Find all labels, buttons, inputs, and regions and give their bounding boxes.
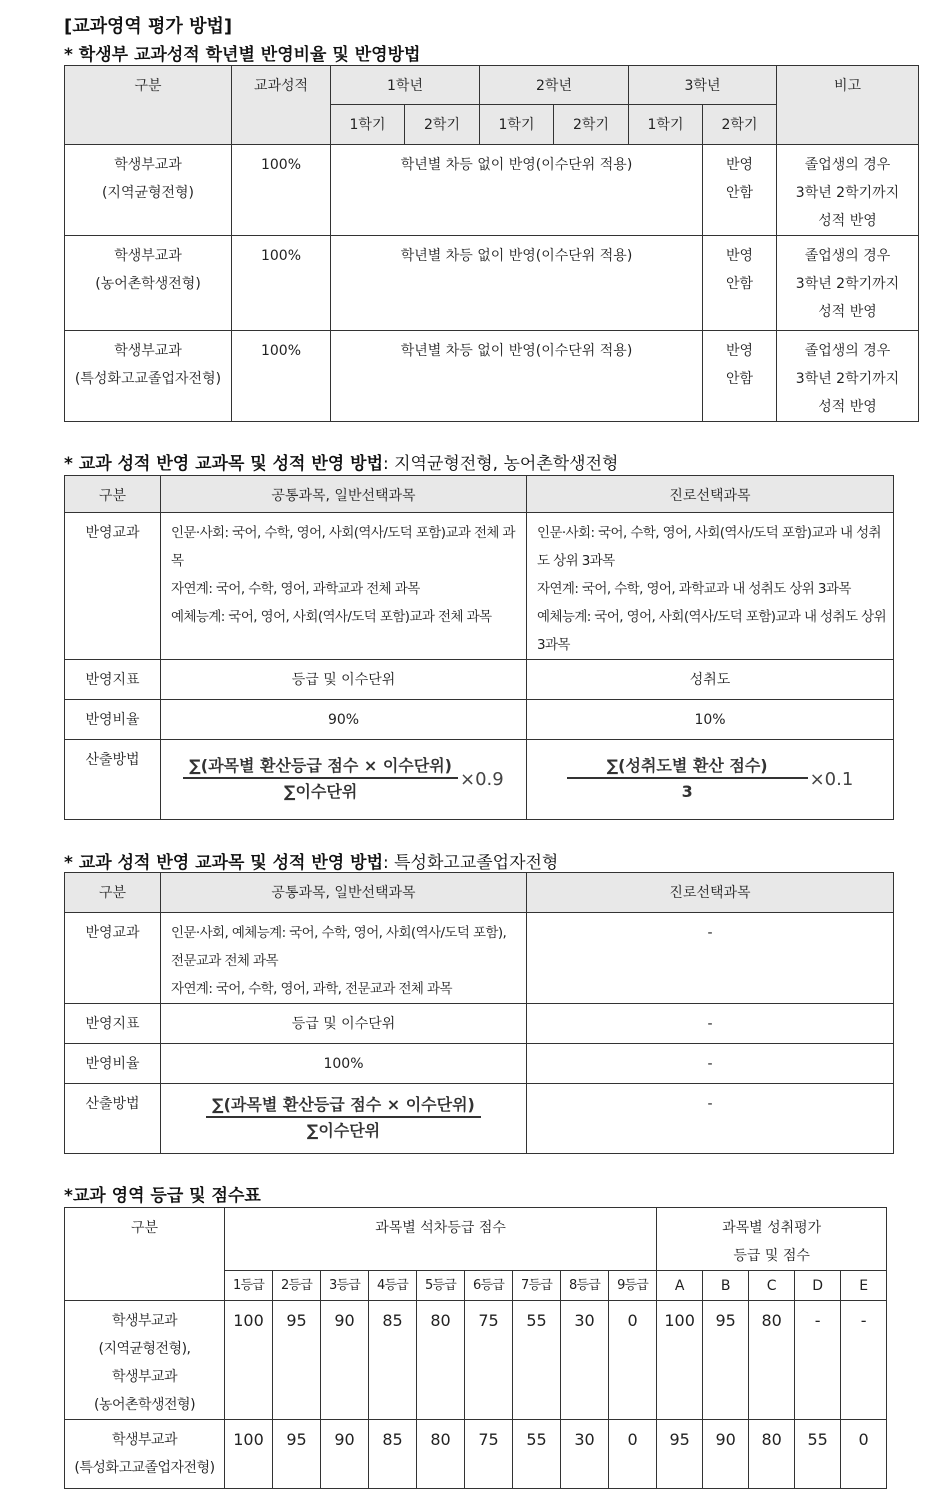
- header-grade: 3등급: [321, 1271, 369, 1301]
- header-grade: 5등급: [417, 1271, 465, 1301]
- row-label: 반영지표: [65, 660, 161, 700]
- grade-score: 75: [465, 1301, 513, 1420]
- cell: 10%: [527, 700, 894, 740]
- table-row: [65, 1420, 887, 1489]
- row-method: 학년별 차등 없이 반영(이수단위 적용): [331, 236, 703, 331]
- header-score: 교과성적: [232, 66, 331, 145]
- table-row: [65, 1301, 887, 1420]
- grade-score: 85: [369, 1420, 417, 1489]
- section-title-subjects-2: [64, 848, 558, 873]
- grade-score: 90: [321, 1420, 369, 1489]
- header-year3: 3학년: [629, 66, 777, 105]
- header-grade-scores: 과목별 석차등급 점수: [225, 1208, 657, 1271]
- subject-line: 인문·사회, 예체능계: 국어, 수학, 영어, 사회(역사/도덕 포함), 전문교과 전체 과목: [171, 925, 507, 969]
- header-gubun: 구분: [65, 476, 161, 513]
- cell: 등급 및 이수단위: [161, 1004, 527, 1044]
- row-name-line: 학생부교과: [111, 1313, 178, 1329]
- row-note: 졸업생의 경우: [804, 248, 891, 264]
- row-label: 반영지표: [65, 1004, 161, 1044]
- header-semester: 1학기: [331, 105, 405, 145]
- header-grade: 6등급: [465, 1271, 513, 1301]
- row-last: 안함: [725, 185, 754, 201]
- row-label: 산출방법: [65, 740, 161, 820]
- formula-common: [161, 740, 527, 820]
- achievement-score: 90: [703, 1420, 749, 1489]
- formula-numerator: ∑(과목별 환산등급 점수 × 이수단위): [183, 755, 458, 779]
- grade-score: 0: [609, 1301, 657, 1420]
- row-last: 반영: [725, 248, 754, 264]
- row-last: 안함: [725, 276, 754, 292]
- header-achievement-line: 등급 및 점수: [733, 1248, 810, 1264]
- cell: -: [527, 913, 894, 1004]
- formula-numerator: ∑(과목별 환산등급 점수 × 이수단위): [206, 1094, 481, 1118]
- grade-score: 55: [513, 1420, 561, 1489]
- row-name-sub: (지역균형전형): [101, 185, 195, 201]
- achievement-score: -: [841, 1301, 887, 1420]
- row-name: [65, 1301, 225, 1420]
- header-semester: 1학기: [480, 105, 554, 145]
- header-grade: 1등급: [225, 1271, 273, 1301]
- row-last: 반영: [725, 157, 754, 173]
- row-name-line: 학생부교과: [111, 1432, 178, 1448]
- achievement-score: 100: [657, 1301, 703, 1420]
- row-score: 100%: [232, 331, 331, 422]
- row-note: 성적 반영: [818, 213, 877, 229]
- achievement-score: 55: [795, 1420, 841, 1489]
- header-year2: 2학년: [480, 66, 629, 105]
- row-name-line: 학생부교과: [111, 1369, 178, 1385]
- grade-score: 100: [225, 1301, 273, 1420]
- formula-career: [527, 740, 894, 820]
- achievement-score: 95: [703, 1301, 749, 1420]
- row-method: 학년별 차등 없이 반영(이수단위 적용): [331, 145, 703, 236]
- row-label: 반영비율: [65, 700, 161, 740]
- achievement-score: 0: [841, 1420, 887, 1489]
- row-note: 졸업생의 경우: [804, 343, 891, 359]
- row-last: 안함: [725, 371, 754, 387]
- header-semester: 1학기: [629, 105, 703, 145]
- header-grade: 2등급: [273, 1271, 321, 1301]
- row-name-line: (농어촌학생전형): [93, 1397, 196, 1413]
- header-common: 공통과목, 일반선택과목: [161, 873, 527, 913]
- grade-score: 30: [561, 1420, 609, 1489]
- title-text: * 교과 성적 반영 교과목 및 성적 반영 방법: [64, 454, 383, 474]
- header-semester: 2학기: [554, 105, 629, 145]
- title-subtitle: : 특성화고교졸업자전형: [383, 853, 559, 873]
- row-label: 산출방법: [65, 1084, 161, 1154]
- header-gubun: 구분: [65, 873, 161, 913]
- header-common: 공통과목, 일반선택과목: [161, 476, 527, 513]
- section-title-ratio: * 학생부 교과성적 학년별 반영비율 및 반영방법: [64, 45, 421, 65]
- row-note: 3학년 2학기까지: [795, 276, 900, 292]
- header-achievement-grade: C: [749, 1271, 795, 1301]
- cell: -: [527, 1044, 894, 1084]
- row-name-line: (특성화고교졸업자전형): [74, 1460, 215, 1476]
- subject-line: 인문·사회: 국어, 수학, 영어, 사회(역사/도덕 포함)교과 전체 과목: [171, 525, 515, 569]
- header-semester: 2학기: [703, 105, 777, 145]
- subjects-table-1: [64, 475, 894, 820]
- grade-score: 55: [513, 1301, 561, 1420]
- row-name-sub: (특성화고교졸업자전형): [74, 371, 222, 387]
- achievement-score: 80: [749, 1420, 795, 1489]
- grade-score: 0: [609, 1420, 657, 1489]
- cell: 등급 및 이수단위: [161, 660, 527, 700]
- page-title: [교과영역 평가 방법]: [64, 16, 233, 37]
- achievement-score: -: [795, 1301, 841, 1420]
- header-career: 진로선택과목: [527, 476, 894, 513]
- achievement-score: 95: [657, 1420, 703, 1489]
- row-note: 성적 반영: [818, 304, 877, 320]
- cell: 100%: [161, 1044, 527, 1084]
- row-name-line: (지역균형전형),: [98, 1341, 191, 1357]
- row-name: 학생부교과: [114, 248, 182, 264]
- row-score: 100%: [232, 145, 331, 236]
- row-label: 반영교과: [65, 913, 161, 1004]
- formula-multiplier: ×0.9: [460, 768, 504, 790]
- header-gubun: 구분: [65, 66, 232, 145]
- header-grade: 8등급: [561, 1271, 609, 1301]
- row-name: 학생부교과: [114, 157, 182, 173]
- header-grade: 7등급: [513, 1271, 561, 1301]
- header-grade: 4등급: [369, 1271, 417, 1301]
- grade-score: 95: [273, 1301, 321, 1420]
- header-achievement-grade: A: [657, 1271, 703, 1301]
- grade-score: 80: [417, 1420, 465, 1489]
- row-last: 반영: [725, 343, 754, 359]
- formula-denominator: ∑이수단위: [306, 1120, 381, 1140]
- grade-score: 100: [225, 1420, 273, 1489]
- row-score: 100%: [232, 236, 331, 331]
- subject-line: 자연계: 국어, 수학, 영어, 과학, 전문교과 전체 과목: [171, 981, 452, 997]
- header-year1: 1학년: [331, 66, 480, 105]
- subject-line: 자연계: 국어, 수학, 영어, 과학교과 내 성취도 상위 3과목: [537, 581, 851, 597]
- formula-denominator: 3: [681, 781, 693, 801]
- grade-ratio-table: [64, 65, 919, 422]
- row-note: 3학년 2학기까지: [795, 185, 900, 201]
- grade-score: 80: [417, 1301, 465, 1420]
- header-achievement-line: 과목별 성취평가: [722, 1220, 822, 1236]
- title-subtitle: : 지역균형전형, 농어촌학생전형: [383, 454, 619, 474]
- grade-score: 85: [369, 1301, 417, 1420]
- subject-line: 자연계: 국어, 수학, 영어, 과학교과 전체 과목: [171, 581, 420, 597]
- row-label: 반영비율: [65, 1044, 161, 1084]
- section-title-score-table: *교과 영역 등급 및 점수표: [64, 1186, 261, 1206]
- grade-score: 90: [321, 1301, 369, 1420]
- formula-multiplier: ×0.1: [809, 768, 854, 790]
- grade-score: 30: [561, 1301, 609, 1420]
- header-grade: 9등급: [609, 1271, 657, 1301]
- row-name: [65, 1420, 225, 1489]
- header-achievement-grade: B: [703, 1271, 749, 1301]
- cell: 성취도: [527, 660, 894, 700]
- section-title-subjects-1: [64, 449, 618, 474]
- header-achievement-grade: E: [841, 1271, 887, 1301]
- row-note: 졸업생의 경우: [804, 157, 891, 173]
- formula-denominator: ∑이수단위: [283, 781, 358, 801]
- row-method: 학년별 차등 없이 반영(이수단위 적용): [331, 331, 703, 422]
- row-name: 학생부교과: [114, 343, 182, 359]
- cell: 90%: [161, 700, 527, 740]
- grade-score: 75: [465, 1420, 513, 1489]
- header-achievement-grade: D: [795, 1271, 841, 1301]
- row-name-sub: (농어촌학생전형): [95, 276, 201, 292]
- row-label: 반영교과: [65, 513, 161, 660]
- header-semester: 2학기: [405, 105, 480, 145]
- header-note: 비고: [777, 66, 919, 145]
- formula-numerator: ∑(성취도별 환산 점수): [567, 755, 808, 779]
- cell: -: [527, 1084, 894, 1154]
- header-gubun: 구분: [65, 1208, 225, 1301]
- table-row: [65, 236, 919, 331]
- table-row: [65, 145, 919, 236]
- header-career: 진로선택과목: [527, 873, 894, 913]
- subject-line: 예체능계: 국어, 영어, 사회(역사/도덕 포함)교과 내 성취도 상위 3과목: [537, 609, 887, 653]
- subject-line: 인문·사회: 국어, 수학, 영어, 사회(역사/도덕 포함)교과 내 성취도 상위 3과목: [537, 525, 881, 569]
- grade-score-table: [64, 1207, 887, 1489]
- formula-common: [161, 1084, 527, 1154]
- subject-line: 예체능계: 국어, 영어, 사회(역사/도덕 포함)교과 전체 과목: [171, 609, 492, 625]
- header-achievement: [657, 1208, 887, 1271]
- grade-score: 95: [273, 1420, 321, 1489]
- title-text: * 교과 성적 반영 교과목 및 성적 반영 방법: [64, 853, 383, 873]
- achievement-score: 80: [749, 1301, 795, 1420]
- subjects-table-2: [64, 872, 894, 1154]
- table-row: [65, 331, 919, 422]
- row-note: 성적 반영: [818, 399, 877, 415]
- cell: -: [527, 1004, 894, 1044]
- row-note: 3학년 2학기까지: [795, 371, 900, 387]
